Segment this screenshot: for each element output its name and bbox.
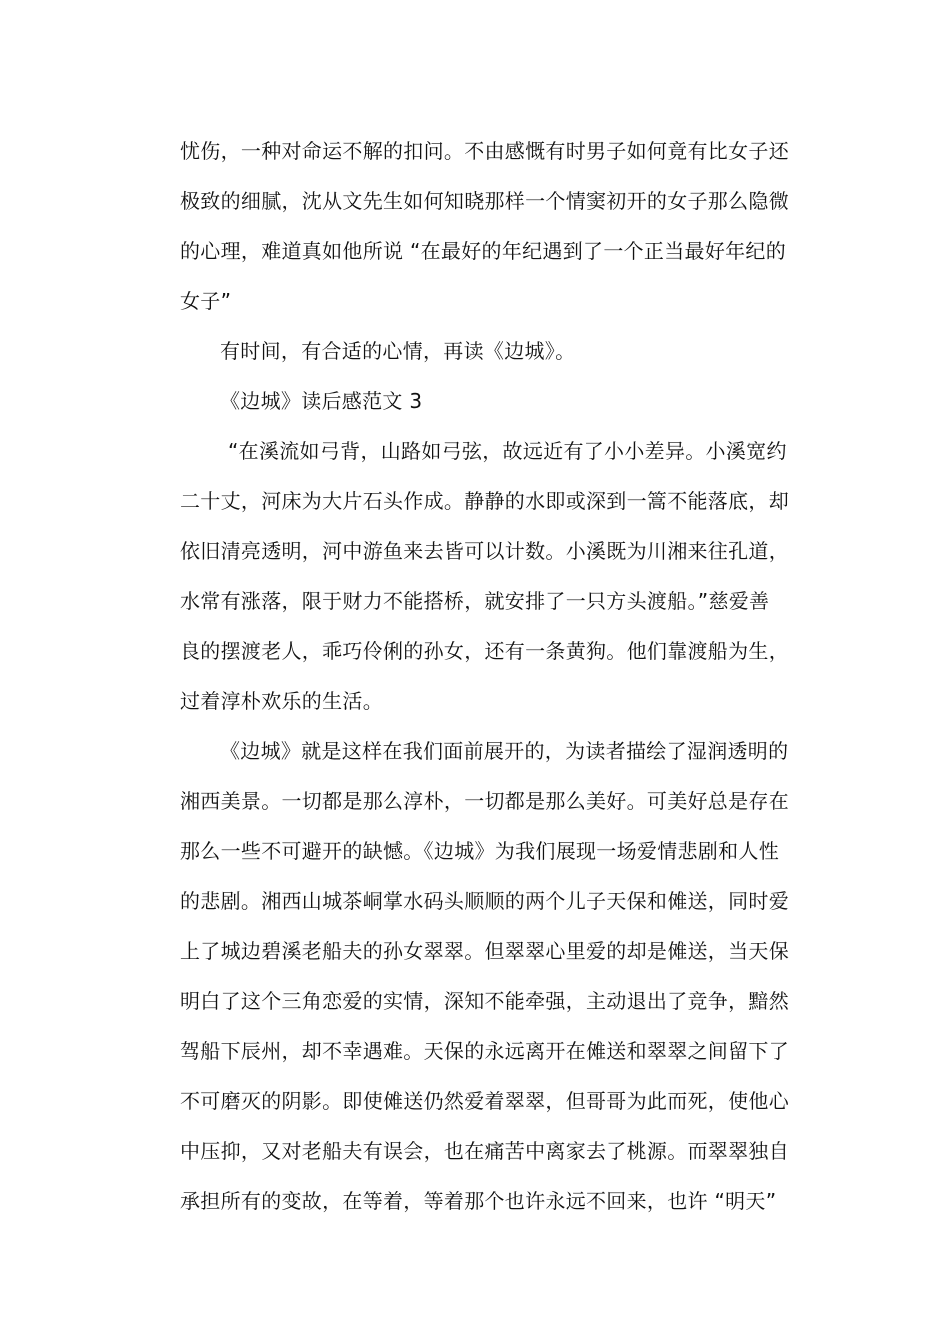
paragraph-1 <box>180 126 789 326</box>
text-line: 《边城》就是这样在我们面前展开的，为读者描绘了湿润透明的 <box>220 739 789 763</box>
text-line: 忧伤，一种对命运不解的扣问。不由感慨有时男子如何竟有比女子还 <box>180 139 789 163</box>
text-line: “在溪流如弓背，山路如弓弦，故远近有了小小差异。小溪宽约 <box>228 439 787 463</box>
text-line: 上了城边碧溪老船夫的孙女翠翠。但翠翠心里爱的却是傩送，当天保 <box>180 939 789 963</box>
text-line: 明白了这个三角恋爱的实情，深知不能牵强，主动退出了竞争，黯然 <box>180 989 789 1013</box>
text-line: 女子” <box>180 289 232 313</box>
text-line: 那么一些不可避开的缺憾。《边城》为我们展现一场爱情悲剧和人性 <box>180 839 779 863</box>
text-line: 有时间，有合适的心情，再读《边城》。 <box>220 339 576 363</box>
text-line: 过着淳朴欢乐的生活。 <box>180 689 383 713</box>
paragraph-3 <box>180 426 789 726</box>
text-line: 水常有涨落，限于财力不能搭桥，就安排了一只方头渡船。”慈爱善 <box>180 589 770 613</box>
text-line: 承担所有的变故，在等着，等着那个也许永远不回来，也许 “明天” <box>180 1189 777 1213</box>
text-line: 依旧清亮透明，河中游鱼来去皆可以计数。小溪既为川湘来往孔道， <box>180 539 789 563</box>
text-line: 二十丈，河床为大片石头作成。静静的水即或深到一篙不能落底，却 <box>180 489 789 513</box>
document-page <box>180 126 789 1226</box>
text-line: 极致的细腻，沈从文先生如何知晓那样一个情窦初开的女子那么隐微 <box>180 189 789 213</box>
section-heading <box>180 376 758 426</box>
paragraph-4 <box>180 726 789 1226</box>
paragraph-2 <box>180 326 758 376</box>
text-line: 《边城》读后感范文 3 <box>220 389 423 413</box>
text-line: 的悲剧。湘西山城茶峒掌水码头顺顺的两个儿子天保和傩送，同时爱 <box>180 889 789 913</box>
text-line: 中压抑，又对老船夫有误会，也在痛苦中离家去了桃源。而翠翠独自 <box>180 1139 789 1163</box>
text-line: 良的摆渡老人，乖巧伶俐的孙女，还有一条黄狗。他们靠渡船为生， <box>180 639 789 663</box>
text-line: 的心理，难道真如他所说 “在最好的年纪遇到了一个正当最好年纪的 <box>180 239 787 263</box>
text-line: 不可磨灭的阴影。即使傩送仍然爱着翠翠，但哥哥为此而死，使他心 <box>180 1089 789 1113</box>
text-line: 驾船下辰州，却不幸遇难。天保的永远离开在傩送和翠翠之间留下了 <box>180 1039 789 1063</box>
text-line: 湘西美景。一切都是那么淳朴，一切都是那么美好。可美好总是存在 <box>180 789 789 813</box>
